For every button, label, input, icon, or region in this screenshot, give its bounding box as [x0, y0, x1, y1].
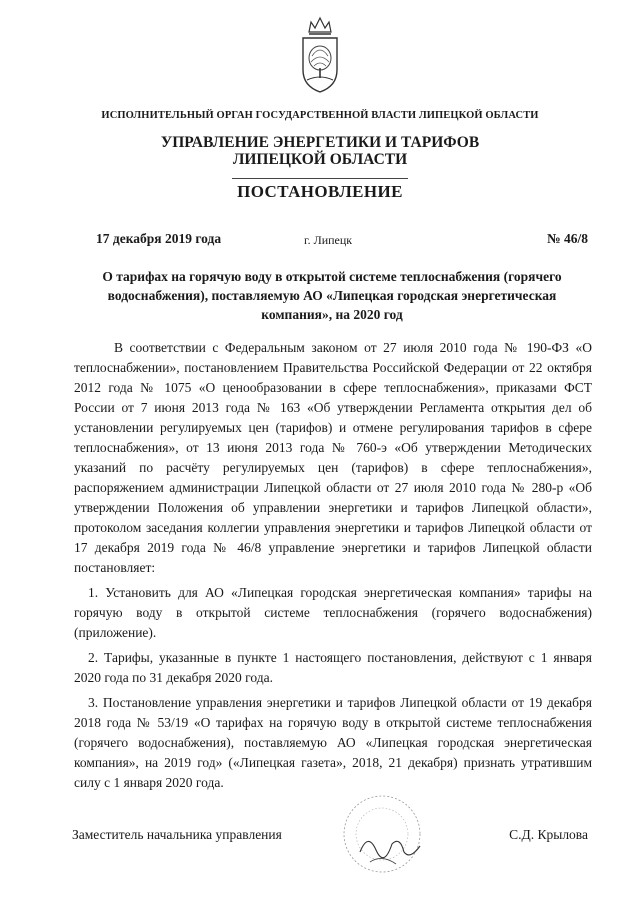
department-name — [0, 134, 640, 168]
signatory-position: Заместитель начальника управления — [72, 827, 282, 842]
organization-name: ИСПОЛНИТЕЛЬНЫЙ ОРГАН ГОСУДАРСТВЕННОЙ ВЛАСТИ ЛИПЕЦКОЙ ОБЛАСТИ — [101, 110, 539, 121]
coat-of-arms-icon — [297, 14, 343, 94]
document-number: № 46/8 — [547, 231, 588, 246]
department-line-1: УПРАВЛЕНИЕ ЭНЕРГЕТИКИ И ТАРИФОВ — [160, 134, 480, 151]
document-city: г. Липецк — [304, 233, 353, 247]
department-line-2: ЛИПЕЦКОЙ ОБЛАСТИ — [232, 151, 408, 168]
preamble-paragraph: В соответствии с Федеральным законом от 27 июля 2010 года № 190-ФЗ «О теплоснабжении», постановлением Правительства Российской Федерации от 22 октября 2012 года № 1075 «О ценообразовании в сфере теплоснабжения», приказами ФСТ России от 7 июня 2013 года № 163 «Об утверждении Регламента открытия дел об установлении регулируемых цен (тарифов) и отмене регулирования тарифов в сфере теплоснабжения», от 13 июня 2013 года № 760-э «Об утверждении Методических указаний по расчёту регулируемых цен (тарифов) в сфере теплоснабжения», распоряжением администрации Липецкой области от 27 июля 2010 года № 280-р «Об утверждении Положения об управлении энергетики и тарифов Липецкой области», протоколом заседания коллегии управления энергетики и тарифов Липецкой области от 17 декабря 2019 года № 46/8 управление энергетики и тарифов Липецкой области постановляет: — [74, 340, 592, 575]
clause-3: 3. Постановление управления энергетики и тарифов Липецкой области от 19 декабря 2018 года № 53/19 «О тарифах на горячую воду в открытой системе теплоснабжения (горячего водоснабжения), поставляемую АО «Липецкая городская энергетическая компания», на 2019 год» («Липецкая газета», 2018, 21 декабря) признать утратившим силу с 1 января 2020 года. — [74, 695, 592, 790]
clause-2: 2. Тарифы, указанные в пункте 1 настоящего постановления, действуют с 1 января 2020 года по 31 декабря 2020 года. — [74, 650, 592, 685]
document-type: ПОСТАНОВЛЕНИЕ — [237, 182, 403, 201]
signatory-name: С.Д. Крылова — [509, 827, 588, 842]
document-body — [74, 338, 592, 798]
clause-1: 1. Установить для АО «Липецкая городская энергетическая компания» тарифы на горячую воду в открытой системе теплоснабжения (горячего водоснабжения) (приложение). — [74, 585, 592, 640]
document-date: 17 декабря 2019 года — [96, 231, 222, 246]
header-divider — [232, 178, 408, 179]
document-title: О тарифах на горячую воду в открытой системе теплоснабжения (горячего водоснабжения), поставляемую АО «Липецкая городская энергетическая компания», на 2020 год — [102, 269, 562, 322]
official-stamp-signature — [330, 792, 440, 878]
